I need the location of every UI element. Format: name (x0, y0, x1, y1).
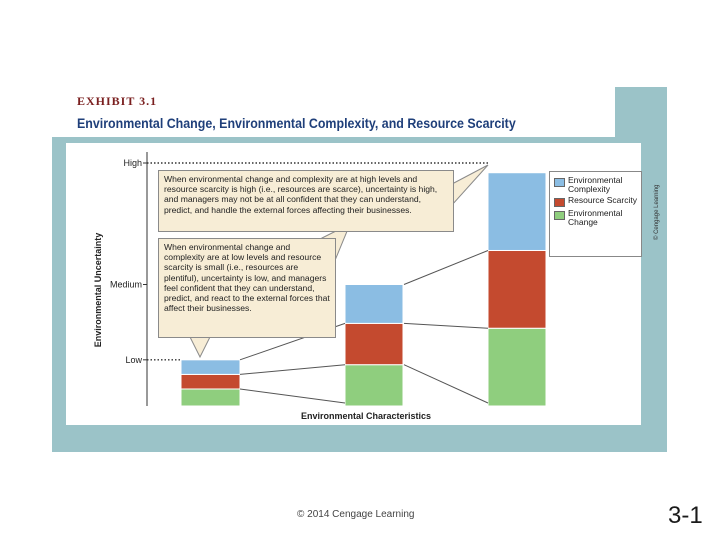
bar-change-2 (345, 365, 403, 406)
legend-swatch-change (554, 211, 565, 220)
exhibit-title: Environmental Change, Environmental Complexity, and Resource Scarcity (77, 116, 516, 131)
bar-scarcity-2 (345, 323, 403, 364)
callout-high-pointer (452, 165, 488, 205)
legend-item-complexity (554, 176, 637, 194)
callout-low-uncertainty: When environmental change and complexity are at low levels and resource scarcity is small (i.e., resources are plentiful), uncertainty is low, and managers feel confident that they can understand, predict, and react to the external forces that affect their businesses. (158, 238, 336, 338)
bar-change-1 (181, 389, 240, 406)
connector-line-5 (404, 323, 488, 328)
legend-item-scarcity (554, 196, 637, 207)
legend-item-change (554, 209, 637, 227)
exhibit-number: EXHIBIT 3.1 (77, 94, 158, 108)
legend-label-complexity: Environmental Complexity (568, 175, 623, 194)
footer-copyright: © 2014 Cengage Learning (297, 509, 415, 520)
connector-line-2 (240, 365, 345, 375)
callout-low-pointer-down (190, 337, 210, 357)
legend-label-scarcity: Resource Scarcity (568, 195, 637, 205)
connector-line-4 (404, 250, 488, 284)
legend-swatch-scarcity (554, 198, 565, 207)
connector-line-6 (404, 365, 488, 403)
connector-line-3 (240, 389, 345, 403)
bar-scarcity-1 (181, 374, 240, 389)
bar-complexity-2 (345, 285, 403, 324)
side-credit: © Cengage Learning (654, 184, 660, 240)
bar-complexity-3 (488, 173, 546, 251)
y-tick-label-high: High (123, 158, 142, 168)
legend-swatch-complexity (554, 178, 565, 187)
legend-label-change: Environmental Change (568, 208, 623, 227)
x-axis-label: Environmental Characteristics (300, 411, 432, 421)
y-tick-label-low: Low (125, 354, 142, 365)
y-tick-label-medium: Medium (109, 279, 142, 290)
chart-legend (549, 171, 642, 257)
bar-scarcity-3 (488, 250, 546, 328)
slide-number: 3-1 (668, 502, 703, 529)
bar-change-3 (488, 328, 546, 406)
y-axis-label: Environmental Uncertainty (93, 232, 103, 348)
callout-high-uncertainty: When environmental change and complexity are at high levels and resource scarcity is high (i.e., resources are scarce), uncertainty is high, and managers may not be at all confident that they can understand, predict, and handle the external forces affecting their businesses. (158, 170, 454, 232)
bar-complexity-1 (181, 360, 240, 375)
